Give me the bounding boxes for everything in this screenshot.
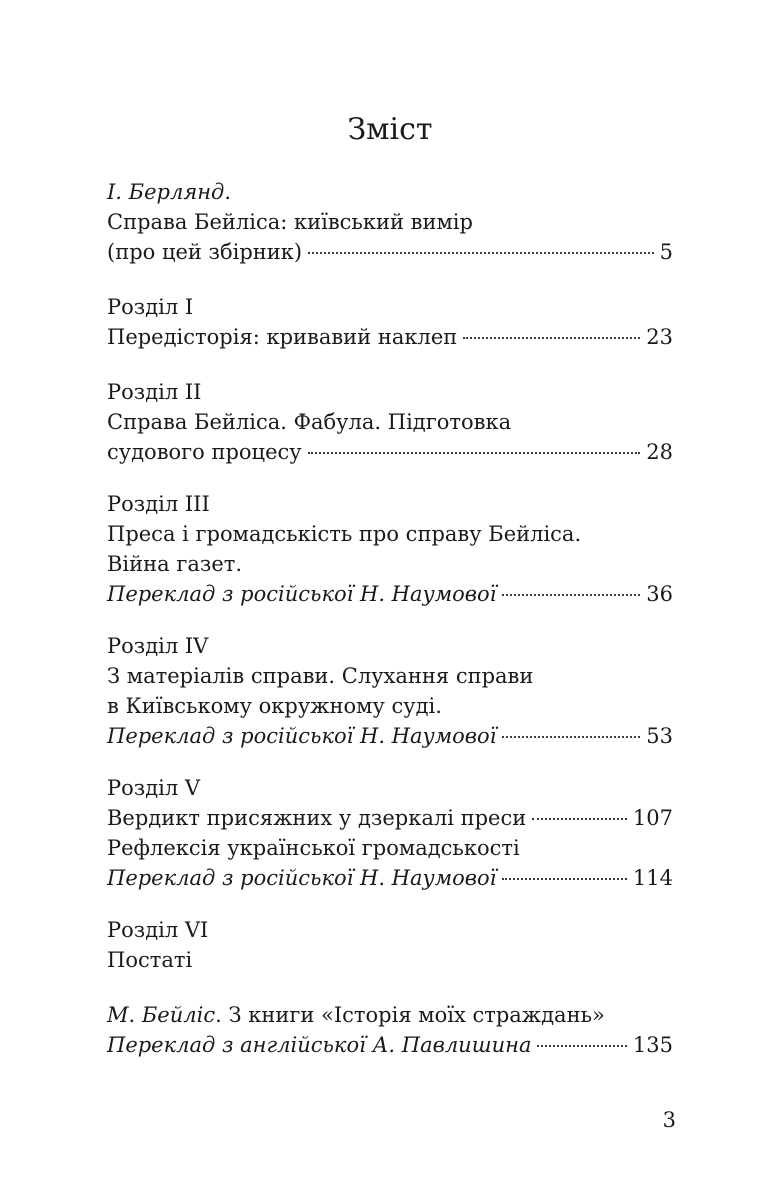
toc-page-number: 53 bbox=[646, 724, 673, 748]
toc-page-number: 28 bbox=[646, 440, 673, 464]
chapter-heading: Розділ VI bbox=[107, 918, 209, 942]
dot-leader bbox=[308, 452, 641, 454]
toc-page-number: 36 bbox=[646, 582, 673, 606]
toc-entry-line bbox=[107, 1030, 673, 1060]
translator-credit: Переклад з російської Н. Наумової bbox=[107, 866, 497, 890]
toc-entry-title: Постаті bbox=[107, 948, 193, 972]
chapter-heading: Розділ IV bbox=[107, 634, 209, 658]
dot-leader bbox=[308, 252, 654, 254]
chapter-heading: Розділ I bbox=[107, 295, 194, 319]
toc-entry-line bbox=[107, 1000, 673, 1030]
dot-leader bbox=[532, 818, 627, 820]
dot-leader bbox=[502, 736, 640, 738]
translator-credit: Переклад з російської Н. Наумової bbox=[107, 724, 497, 748]
toc-entry-title: (про цей збірник) bbox=[107, 240, 303, 264]
dot-leader bbox=[502, 594, 640, 596]
toc-page-number: 5 bbox=[659, 240, 673, 264]
toc-page-number: 135 bbox=[632, 1033, 673, 1057]
translator-credit: Переклад з російської Н. Наумової bbox=[107, 582, 497, 606]
toc-entry-title: Війна газет. bbox=[107, 552, 243, 576]
toc-entry-title: Рефлексія української громадськості bbox=[107, 836, 520, 860]
toc-entry-title: З матеріалів справи. Слухання справи bbox=[107, 664, 534, 688]
toc-page-number: 114 bbox=[632, 866, 673, 890]
toc-page-number: 107 bbox=[632, 806, 673, 830]
page-title: Зміст bbox=[347, 112, 433, 147]
toc-entry-line bbox=[107, 863, 673, 893]
dot-leader bbox=[537, 1045, 626, 1047]
dot-leader bbox=[502, 878, 627, 880]
toc-entry-title: Справа Бейліса. Фабула. Підготовка bbox=[107, 410, 512, 434]
toc-entry-title: Преса і громадськість про справу Бейліса. bbox=[107, 522, 582, 546]
toc-entry-author: І. Берлянд. bbox=[107, 180, 232, 204]
toc-entry-title: судового процесу bbox=[107, 440, 302, 464]
folio-page-number: 3 bbox=[662, 1108, 676, 1132]
toc-entry-title: Передісторія: кривавий наклеп bbox=[107, 325, 458, 349]
toc-entry-line bbox=[107, 322, 673, 352]
toc-entry-line bbox=[107, 579, 673, 609]
toc-entry-author: М. Бейліс bbox=[107, 1003, 216, 1027]
chapter-heading: Розділ V bbox=[107, 776, 201, 800]
chapter-heading: Розділ III bbox=[107, 492, 210, 516]
toc-entry-line bbox=[107, 437, 673, 467]
toc-entry-line bbox=[107, 237, 673, 267]
toc-entry-title: Справа Бейліса: київський вимір bbox=[107, 210, 473, 234]
toc-page-number: 23 bbox=[646, 325, 673, 349]
translator-credit: Переклад з англійської А. Павлишина bbox=[107, 1033, 532, 1057]
toc-entry-line bbox=[107, 803, 673, 833]
toc-entry-line bbox=[107, 721, 673, 751]
chapter-heading: Розділ II bbox=[107, 380, 202, 404]
toc-entry-title: . З книги «Історія моїх страждань» bbox=[215, 1003, 605, 1027]
dot-leader bbox=[463, 337, 640, 339]
toc-entry-title: Вердикт присяжних у дзеркалі преси bbox=[107, 806, 527, 830]
toc-entry-title: в Київському окружному суді. bbox=[107, 694, 442, 718]
